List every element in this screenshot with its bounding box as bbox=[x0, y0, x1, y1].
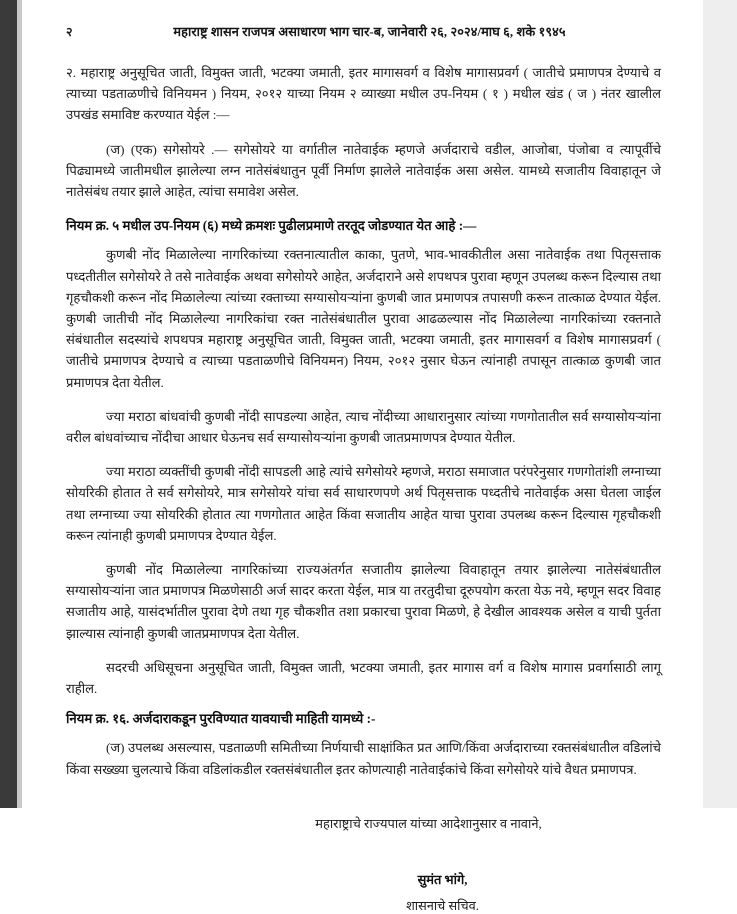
document-page bbox=[22, 0, 703, 913]
page-header bbox=[66, 22, 661, 40]
applicability-paragraph: सदरची अधिसूचना अनुसूचित जाती, विमुक्त जाती, भटक्या जमाती, इतर मागास वर्ग व विशेष मागास प्रवर्गासाठी लागू राहील. bbox=[66, 659, 661, 696]
heading-rule-16: नियम क्र. १६. अर्जदाराकडून पुरविण्यात यावयाची माहिती यामध्ये :- bbox=[66, 711, 376, 727]
page-content-area bbox=[66, 22, 661, 914]
gazette-header-title: महाराष्ट्र शासन राजपत्र असाधारण भाग चार-ब, जानेवारी २६, २०२४/माघ ६, शके १९४५ bbox=[173, 25, 566, 39]
rule-5-paragraph-4: कुणबी नोंद मिळालेल्या नागरिकांच्या राज्यअंतर्गत सजातीय झालेल्या विवाहातून तयार झालेल्या नातेसंबंधातील सग्यासोयऱ्यांना जात प्रमाणपत्र मिळणेसाठी अर्ज सादर करता येईल, मात्र या तरतुदीचा दूरुपयोग करता येऊ नये, म्हणून सदर विवाह सजातीय आहे, यासंदर्भातील पुरावा देणे तथा गृह चौकशीत तशा प्रकारचा पुरावा मिळणे, हे देखील आवश्यक असेल व याची पुर्तता झाल्यास त्यांनाही कुणबी जातप्रमाणपत्र देता येतील. bbox=[66, 561, 661, 641]
rule-5-paragraph-3: ज्या मराठा व्यक्तींची कुणबी नोंदी सापडली आहे त्यांचे सगेसोयरे म्हणजे, मराठा समाजात परंपरेनुसार गणगोतांशी लग्नाच्या सोयरिकी होतात ते सर्व सगेसोयरे, मात्र सगेसोयरे यांचा सर्व साधारणपणे अर्थ पितृसत्ताक पध्दतीचे नातेवाईक असा घेतला जाईल तथा लग्नाच्या ज्या सोयरिकी होतात त्या गणगोतात आहेत किंवा सजातीय आहेत याचा पुरावा उपलब्ध करून दिल्यास गृहचौकशी करून त्यांनाही कुणबी प्रमाणपत्र देण्यात येईल. bbox=[66, 464, 661, 543]
folio-page-number: २ bbox=[66, 25, 73, 39]
scan-edge-left-artifact bbox=[0, 0, 17, 808]
order-authority-line: महाराष्ट्राचे राज्यपाल यांच्या आदेशानुसार व नावाने, bbox=[315, 816, 542, 831]
signature-block bbox=[66, 814, 661, 914]
clause-ja-ek-paragraph: (ज) (एक) सगेसोयरे .— सगेसोयरे या वर्गातील नातेवाईक म्हणजे अर्जदाराचे वडील, आजोबा, पंजोबा व त्यापूर्वीचे पिढ्यामध्ये जातीमधील झालेल्या लग्न नातेसंबंधातुन पूर्वी निर्माण झालेले नातेवाईक असा असेल. यामध्ये सजातीय विवाहातून जे नातेसंबंध तयार झाले आहेत, त्यांचा समावेश असेल. bbox=[66, 141, 661, 200]
signatory-designation: शासनाचे सचिव. bbox=[406, 898, 479, 913]
clause-2-paragraph: २. महाराष्ट्र अनुसूचित जाती, विमुक्त जाती, भटक्या जमाती, इतर मागासवर्ग व विशेष मागासप्रवर्ग ( जातीचे प्रमाणपत्र देण्याचे व त्याच्या पडताळणीचे विनियमन ) नियम, २०१२ याच्या नियम २ व्याख्या मधील उप-नियम ( १ ) मधील खंड ( ज ) नंतर खालील उपखंड समाविष्ट करण्यात येईल :— bbox=[66, 65, 661, 123]
signatory-name: सुमंत भांगे, bbox=[417, 872, 468, 887]
scan-edge-right-artifact bbox=[703, 0, 737, 808]
clause-ja-16-paragraph: (ज) उपलब्ध असल्यास, पडताळणी समितीच्या निर्णयाची साक्षांकित प्रत आणि/किंवा अर्जदाराच्या रक्तसंबंधातील वडिलांचे किंवा सख्ख्या चुलत्याचे किंवा वडिलांकडील रक्तसंबंधातील इतर कोणत्याही नातेवाईकांचे किंवा सगेसोयरे यांचे वैधत प्रमाणपत्र. bbox=[66, 740, 661, 777]
rule-5-paragraph-2: ज्या मराठा बांधवांची कुणबी नोंदी सापडल्या आहेत, त्याच नोंदीच्या आधारानुसार त्यांच्या गणगोतातील सर्व सग्यासोयऱ्यांना वरील बांधवांच्याच नोंदीचा आधार घेऊनच सर्व सग्यासोयऱ्यांना कुणबी जातप्रमाणपत्र देण्यात येतील. bbox=[66, 408, 661, 445]
heading-rule-5: नियम क्र. ५ मधील उप-नियम (६) मध्ये क्रमशः पुढीलप्रमाणे तरतूद जोडण्यात येत आहे :— bbox=[66, 218, 477, 234]
rule-5-paragraph-1: कुणबी नोंद मिळालेल्या नागरिकांच्या रक्तनात्यातील काका, पुतणे, भाव-भावकीतील असा नातेवाईक तथा पितृसत्ताक पध्दतीतील सगेसोयरे ते तसे नातेवाईक अथवा सगेसोयरे आहेत, अर्जदाराने असे शपथपत्र पुरावा म्हणून उपलब्ध करून दिल्यास तथा गृहचौकशी करून नोंद मिळालेल्या त्यांच्या रक्ताच्या सग्यासोयऱ्यांना कुणबी जात प्रमाणपत्र तपासणी करून तात्काळ देण्यात येईल. कुणबी जातीची नोंद मिळालेल्या नागरिकांचा रक्त नातेसंबंधातील पुरावा आढळल्यास नोंद मिळालेल्या नागरिकांच्या रक्तनाते संबंधातील सदस्यांचे शपथपत्र महाराष्ट्र अनुसूचित जाती, विमुक्त जाती, भटक्या जमाती, इतर मागासवर्ग व विशेष मागासप्रवर्ग ( जातीचे प्रमाणपत्र देण्याचे व त्याच्या पडताळणीचे विनियमन) नियम, २०१२ नुसार घेऊन त्यांनाही तपासून तात्काळ कुणबी जात प्रमाणपत्र देता येतील. bbox=[66, 247, 661, 390]
